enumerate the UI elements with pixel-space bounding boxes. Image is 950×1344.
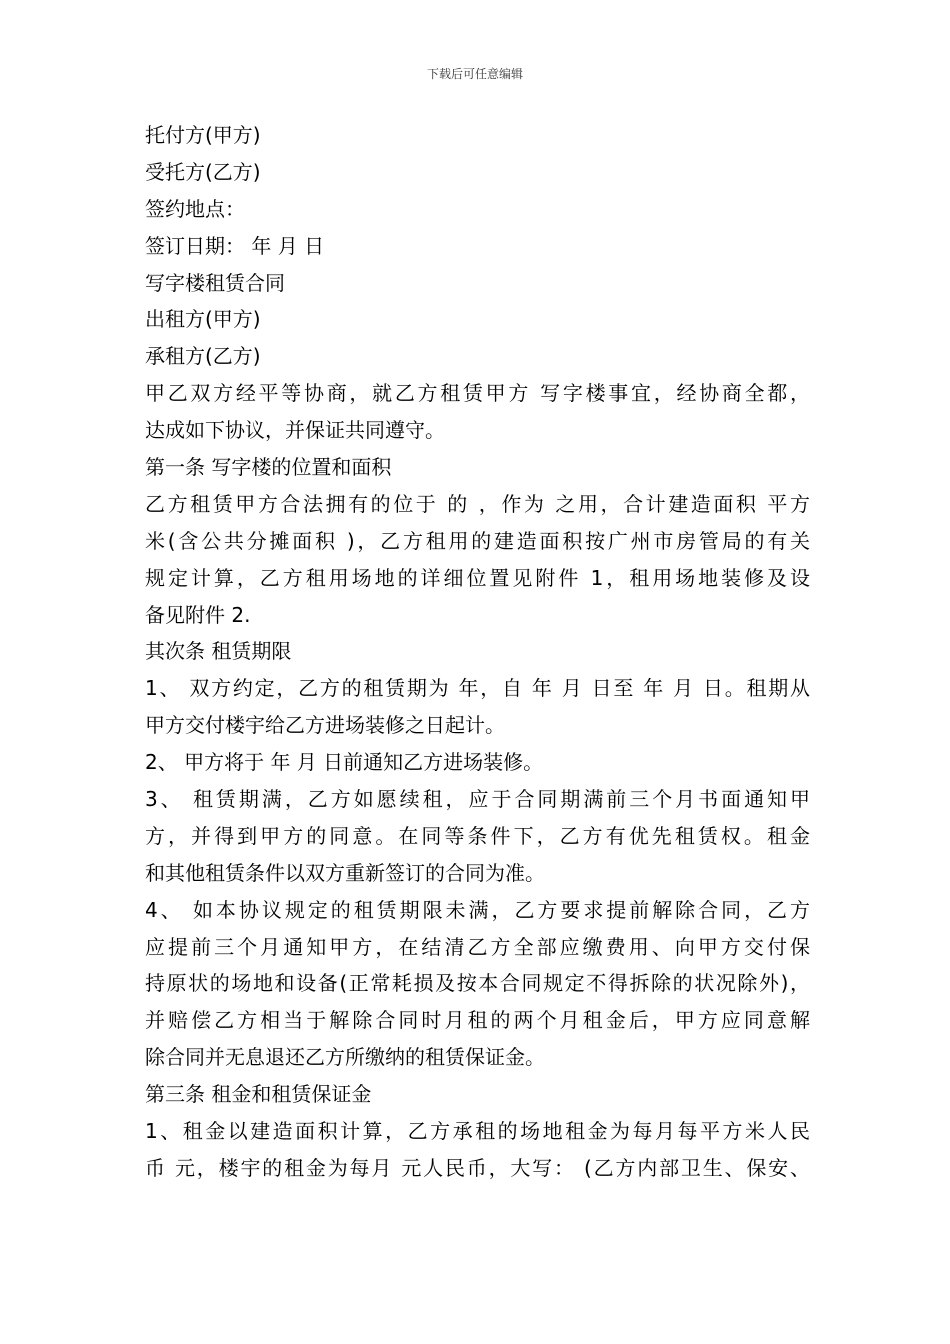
- text-line: 甲乙双方经平等协商，就乙方租赁甲方 写字楼事宜，经协商全都，: [145, 381, 810, 406]
- text-line: 3、 租赁期满，乙方如愿续租，应于合同期满前三个月书面通知甲: [145, 787, 810, 812]
- text-line: 应提前三个月通知甲方，在结清乙方全部应缴费用、向甲方交付保: [145, 934, 810, 959]
- text-line: 甲方交付楼宇给乙方进场装修之日起计。: [145, 713, 505, 738]
- text-line: 币 元，楼宇的租金为每月 元人民币，大写： (乙方内部卫生、保安、: [145, 1155, 810, 1180]
- page-header-note: 下载后可任意编辑: [426, 67, 523, 81]
- text-line: 米(含公共分摊面积 )，乙方租用的建造面积按广州市房管局的有关: [145, 528, 810, 553]
- text-line: 方，并得到甲方的同意。在同等条件下，乙方有优先租赁权。租金: [145, 823, 810, 848]
- text-line: 和其他租赁条件以双方重新签订的合同为准。: [145, 860, 545, 885]
- text-line: 签约地点：: [145, 196, 245, 221]
- text-line: 规定计算，乙方租用场地的详细位置见附件 1，租用场地装修及设: [145, 565, 810, 590]
- text-line: 1、租金以建造面积计算，乙方承租的场地租金为每月每平方米人民: [145, 1119, 810, 1144]
- text-line: 2、 甲方将于 年 月 日前通知乙方进场装修。: [145, 750, 544, 775]
- text-line: 写字楼租赁合同: [145, 270, 285, 295]
- text-line: 第一条 写字楼的位置和面积: [145, 455, 392, 480]
- document-body: [145, 117, 810, 1187]
- text-line: 1、 双方约定，乙方的租赁期为 年，自 年 月 日至 年 月 日。租期从: [145, 676, 810, 701]
- text-line: 乙方租赁甲方合法拥有的位于 的 ，作为 之用，合计建造面积 平方: [145, 491, 810, 516]
- text-line: 达成如下协议，并保证共同遵守。: [145, 418, 445, 443]
- text-line: 备见附件 2.: [145, 602, 251, 627]
- text-line: 受托方(乙方): [145, 159, 261, 184]
- text-line: 承租方(乙方): [145, 344, 261, 369]
- text-line: 持原状的场地和设备(正常耗损及按本合同规定不得拆除的状况除外)，: [145, 971, 810, 996]
- text-line: 4、 如本协议规定的租赁期限未满，乙方要求提前解除合同，乙方: [145, 897, 810, 922]
- text-line: 第三条 租金和租赁保证金: [145, 1082, 372, 1107]
- text-line: 签订日期： 年 月 日: [145, 233, 325, 258]
- text-line: 托付方(甲方): [145, 123, 261, 147]
- text-line: 除合同并无息退还乙方所缴纳的租赁保证金。: [145, 1045, 545, 1070]
- text-line: 其次条 租赁期限: [145, 639, 292, 664]
- text-line: 出租方(甲方): [145, 307, 261, 332]
- text-line: 并赔偿乙方相当于解除合同时月租的两个月租金后，甲方应同意解: [145, 1008, 810, 1033]
